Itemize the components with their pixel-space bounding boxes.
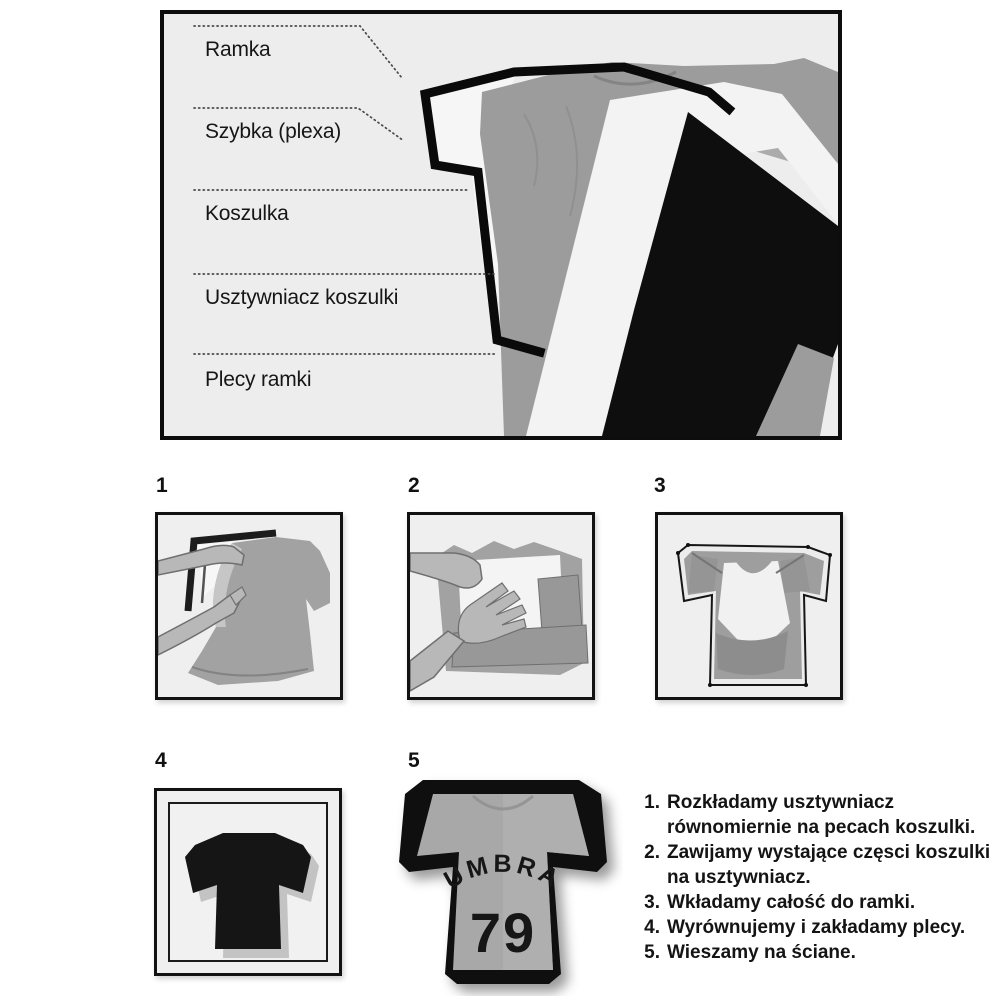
step-4-art (157, 791, 339, 973)
instructions-list (640, 790, 990, 965)
shirt-brand-text: UMBRA (439, 849, 567, 895)
instruction-text-cont: równomiernie na pecach koszulki. (667, 817, 976, 838)
step-2-number: 2 (408, 474, 420, 497)
label-plexi: Szybka (plexa) (205, 120, 342, 143)
instruction-text: Rozkładamy usztywniacz (667, 792, 895, 813)
instruction-number: 3. (644, 892, 660, 913)
step-4-number: 4 (155, 749, 167, 772)
label-stiffener: Usztywniacz koszulki (205, 286, 399, 309)
shirt-number-text: 79 (469, 901, 537, 964)
instruction-text: Zawijamy wystające częsci koszulki (667, 842, 991, 863)
step-1-art (158, 515, 340, 697)
instruction-text: Wkładamy całość do ramki. (667, 892, 916, 913)
instruction-number: 5. (644, 942, 660, 963)
instruction-text: Wieszamy na ściane. (667, 942, 856, 963)
step-2-art (410, 515, 592, 697)
step-1-number: 1 (156, 474, 168, 497)
instruction-number: 2. (644, 842, 660, 863)
instruction-item (640, 915, 990, 940)
instruction-number: 1. (644, 792, 660, 813)
instruction-item (640, 940, 990, 965)
step-5-number: 5 (408, 749, 420, 772)
label-frame: Ramka (205, 38, 271, 61)
step-5-photo (383, 768, 623, 996)
right-fold (538, 575, 582, 632)
instruction-number: 4. (644, 917, 660, 938)
instruction-item (640, 840, 990, 890)
step-3-number: 3 (654, 474, 666, 497)
instruction-item (640, 790, 990, 840)
instruction-text-cont: na usztywniacz. (667, 867, 811, 888)
step-1-photo (155, 512, 343, 700)
step-3-art (658, 515, 840, 697)
parts-diagram-panel (160, 10, 842, 440)
label-tshirt: Koszulka (205, 202, 289, 225)
finished-tframe (383, 768, 623, 996)
step-4-photo (154, 788, 342, 976)
step-3-photo (655, 512, 843, 700)
step-2-photo (407, 512, 595, 700)
instruction-text: Wyrównujemy i zakładamy plecy. (667, 917, 966, 938)
instruction-item (640, 890, 990, 915)
label-back: Plecy ramki (205, 368, 312, 391)
